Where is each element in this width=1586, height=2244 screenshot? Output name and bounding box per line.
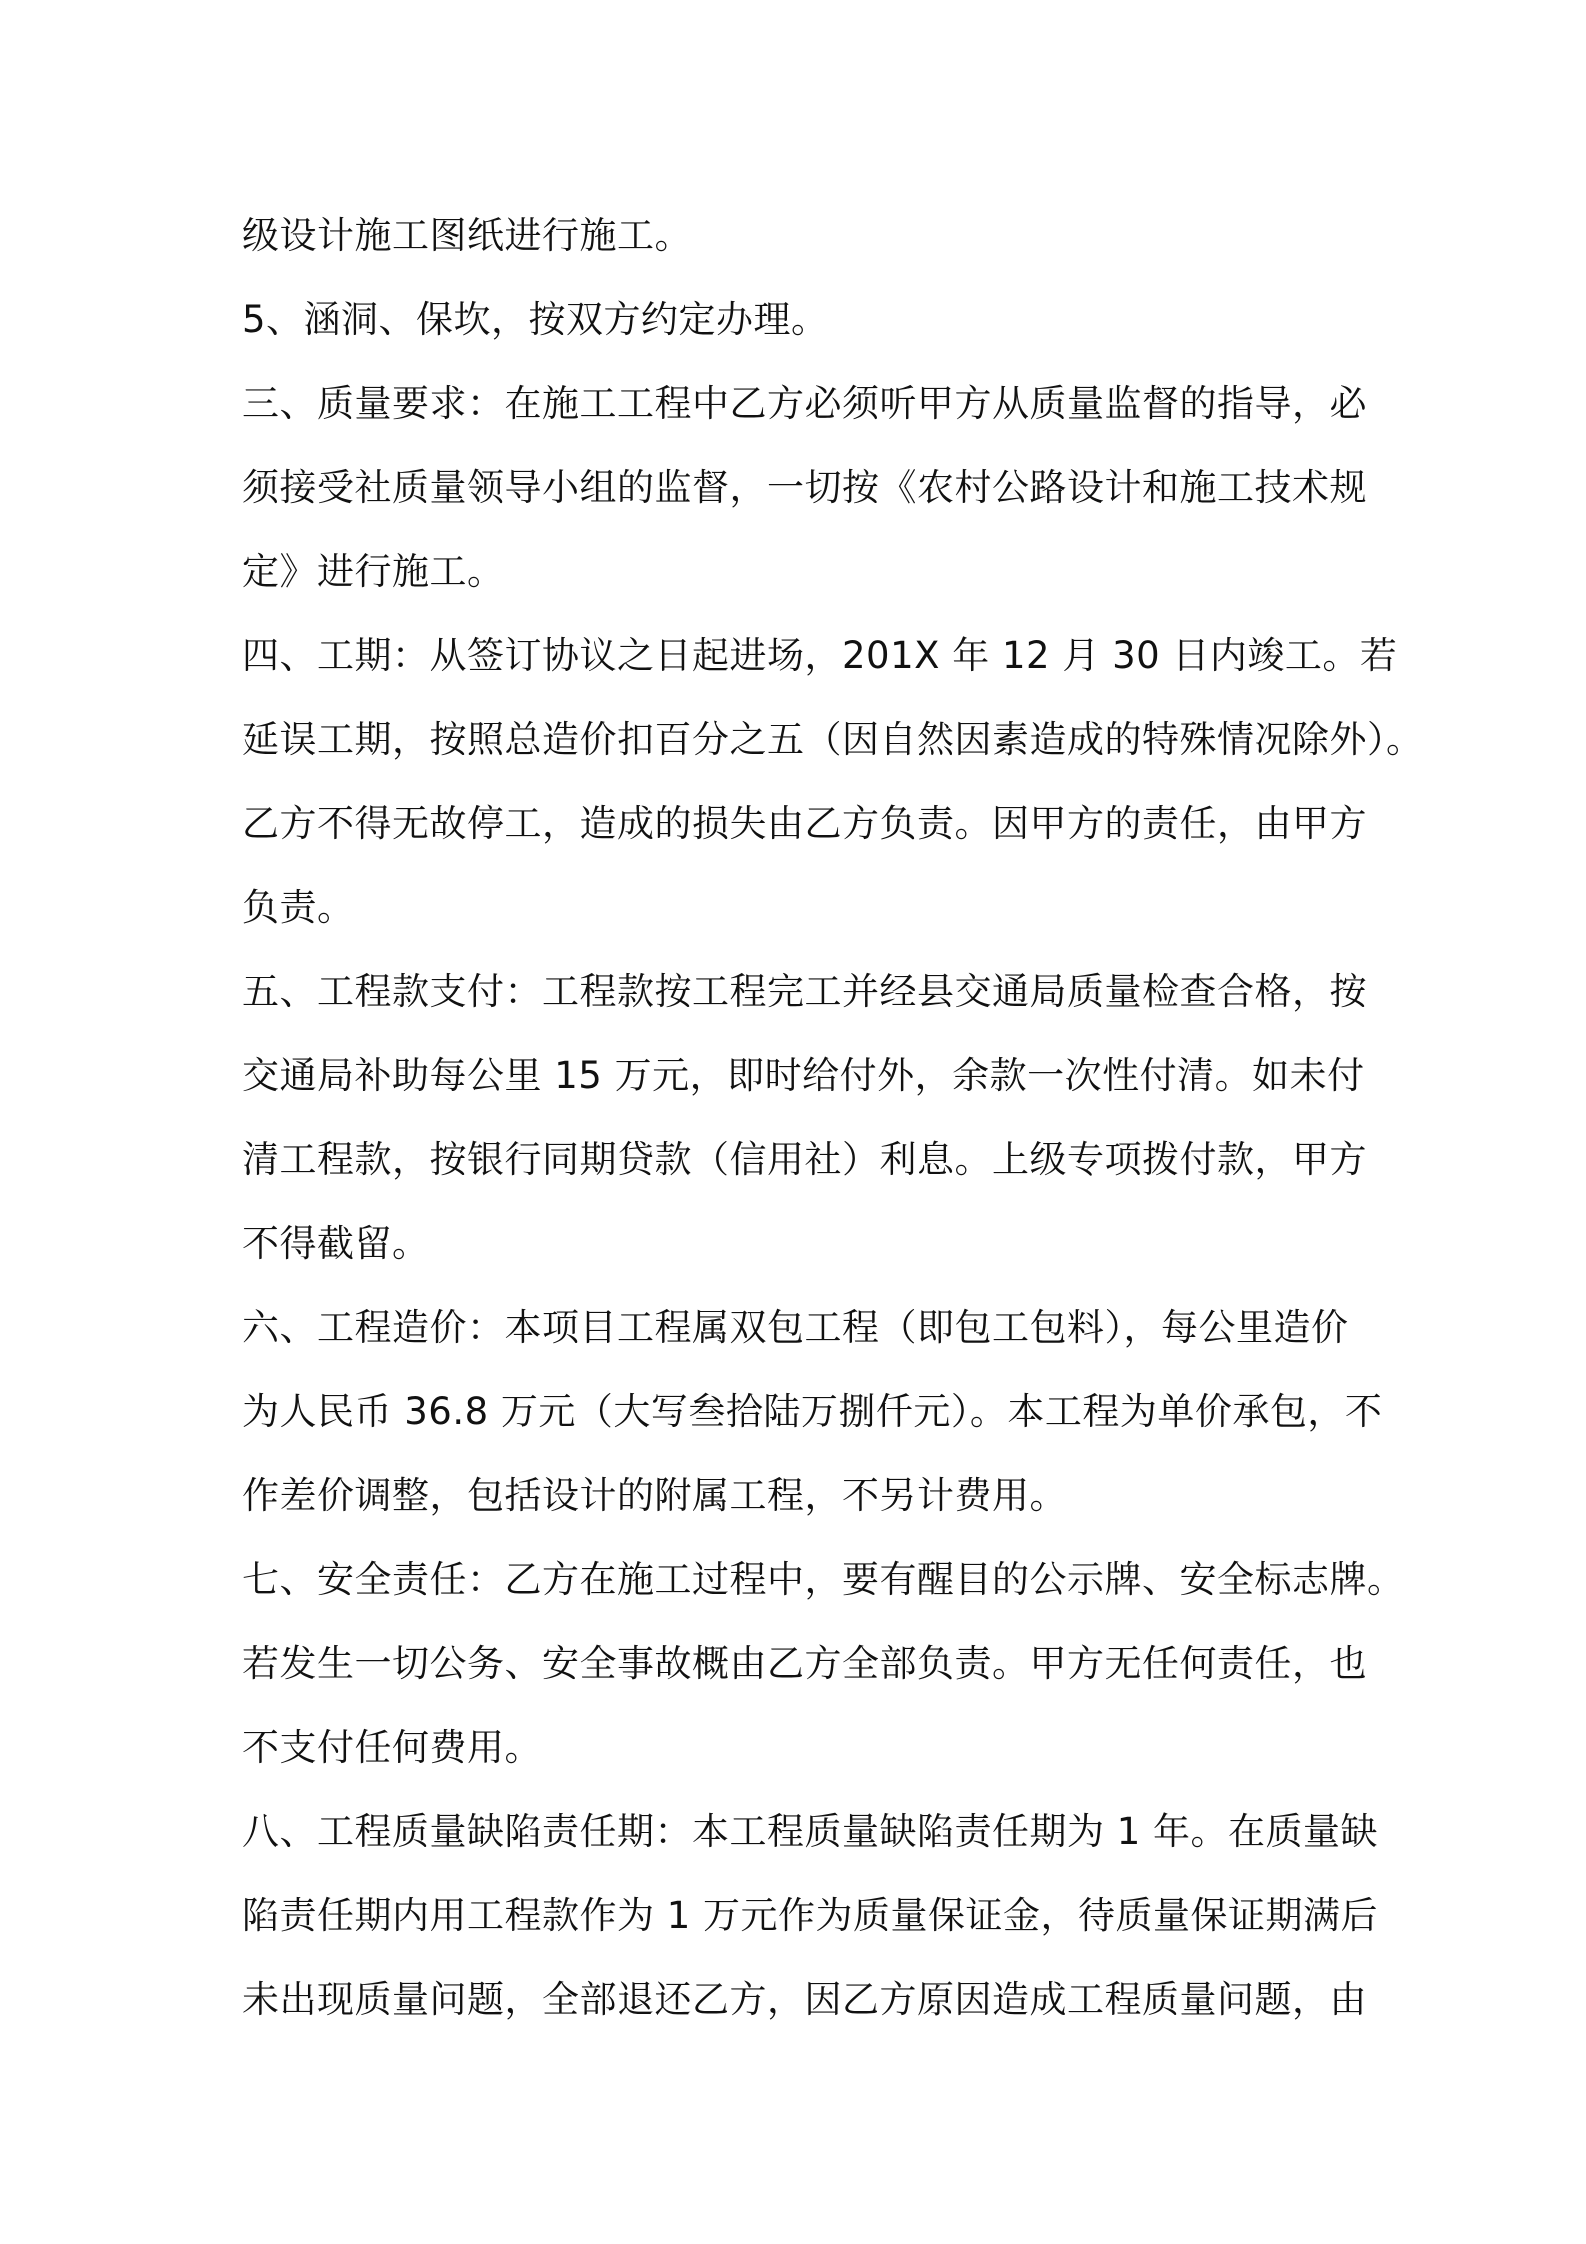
- text-line: 为人民币 36.8 万元（大写叁拾陆万捌仟元）。本工程为单价承包，不: [242, 1390, 1383, 1433]
- text-line: 七、安全责任：乙方在施工过程中，要有醒目的公示牌、安全标志牌。: [242, 1558, 1405, 1601]
- text-line: 乙方不得无故停工，造成的损失由乙方负责。因甲方的责任，由甲方: [242, 802, 1367, 845]
- text-line: 不得截留。: [242, 1222, 430, 1265]
- text-line: 五、工程款支付：工程款按工程完工并经县交通局质量检查合格，按: [242, 970, 1367, 1013]
- text-line: 延误工期，按照总造价扣百分之五（因自然因素造成的特殊情况除外）。: [242, 718, 1424, 761]
- text-line: 负责。: [242, 886, 355, 929]
- text-line: 四、工期：从签订协议之日起进场，201X 年 12 月 30 日内竣工。若: [242, 634, 1398, 677]
- text-line: 三、质量要求：在施工工程中乙方必须听甲方从质量监督的指导，必: [242, 382, 1367, 425]
- text-line: 陷责任期内用工程款作为 1 万元作为质量保证金，待质量保证期满后: [242, 1894, 1379, 1937]
- text-line: 清工程款，按银行同期贷款（信用社）利息。上级专项拨付款，甲方: [242, 1138, 1367, 1181]
- text-line: 未出现质量问题，全部退还乙方，因乙方原因造成工程质量问题，由: [242, 1978, 1367, 2021]
- text-line: 若发生一切公务、安全事故概由乙方全部负责。甲方无任何责任，也: [242, 1642, 1367, 1685]
- text-line: 级设计施工图纸进行施工。: [242, 214, 692, 257]
- text-line: 八、工程质量缺陷责任期：本工程质量缺陷责任期为 1 年。在质量缺: [242, 1810, 1379, 1853]
- text-line: 交通局补助每公里 15 万元，即时给付外，余款一次性付清。如未付: [242, 1054, 1365, 1097]
- text-line: 作差价调整，包括设计的附属工程，不另计费用。: [242, 1474, 1067, 1517]
- text-line: 不支付任何费用。: [242, 1726, 542, 1769]
- document-body: [242, 194, 1424, 2042]
- text-line: 定》进行施工。: [242, 550, 505, 593]
- text-line: 5、涵洞、保坎，按双方约定办理。: [242, 298, 829, 341]
- text-line: 六、工程造价：本项目工程属双包工程（即包工包料），每公里造价: [242, 1306, 1349, 1349]
- text-line: 须接受社质量领导小组的监督，一切按《农村公路设计和施工技术规: [242, 466, 1367, 509]
